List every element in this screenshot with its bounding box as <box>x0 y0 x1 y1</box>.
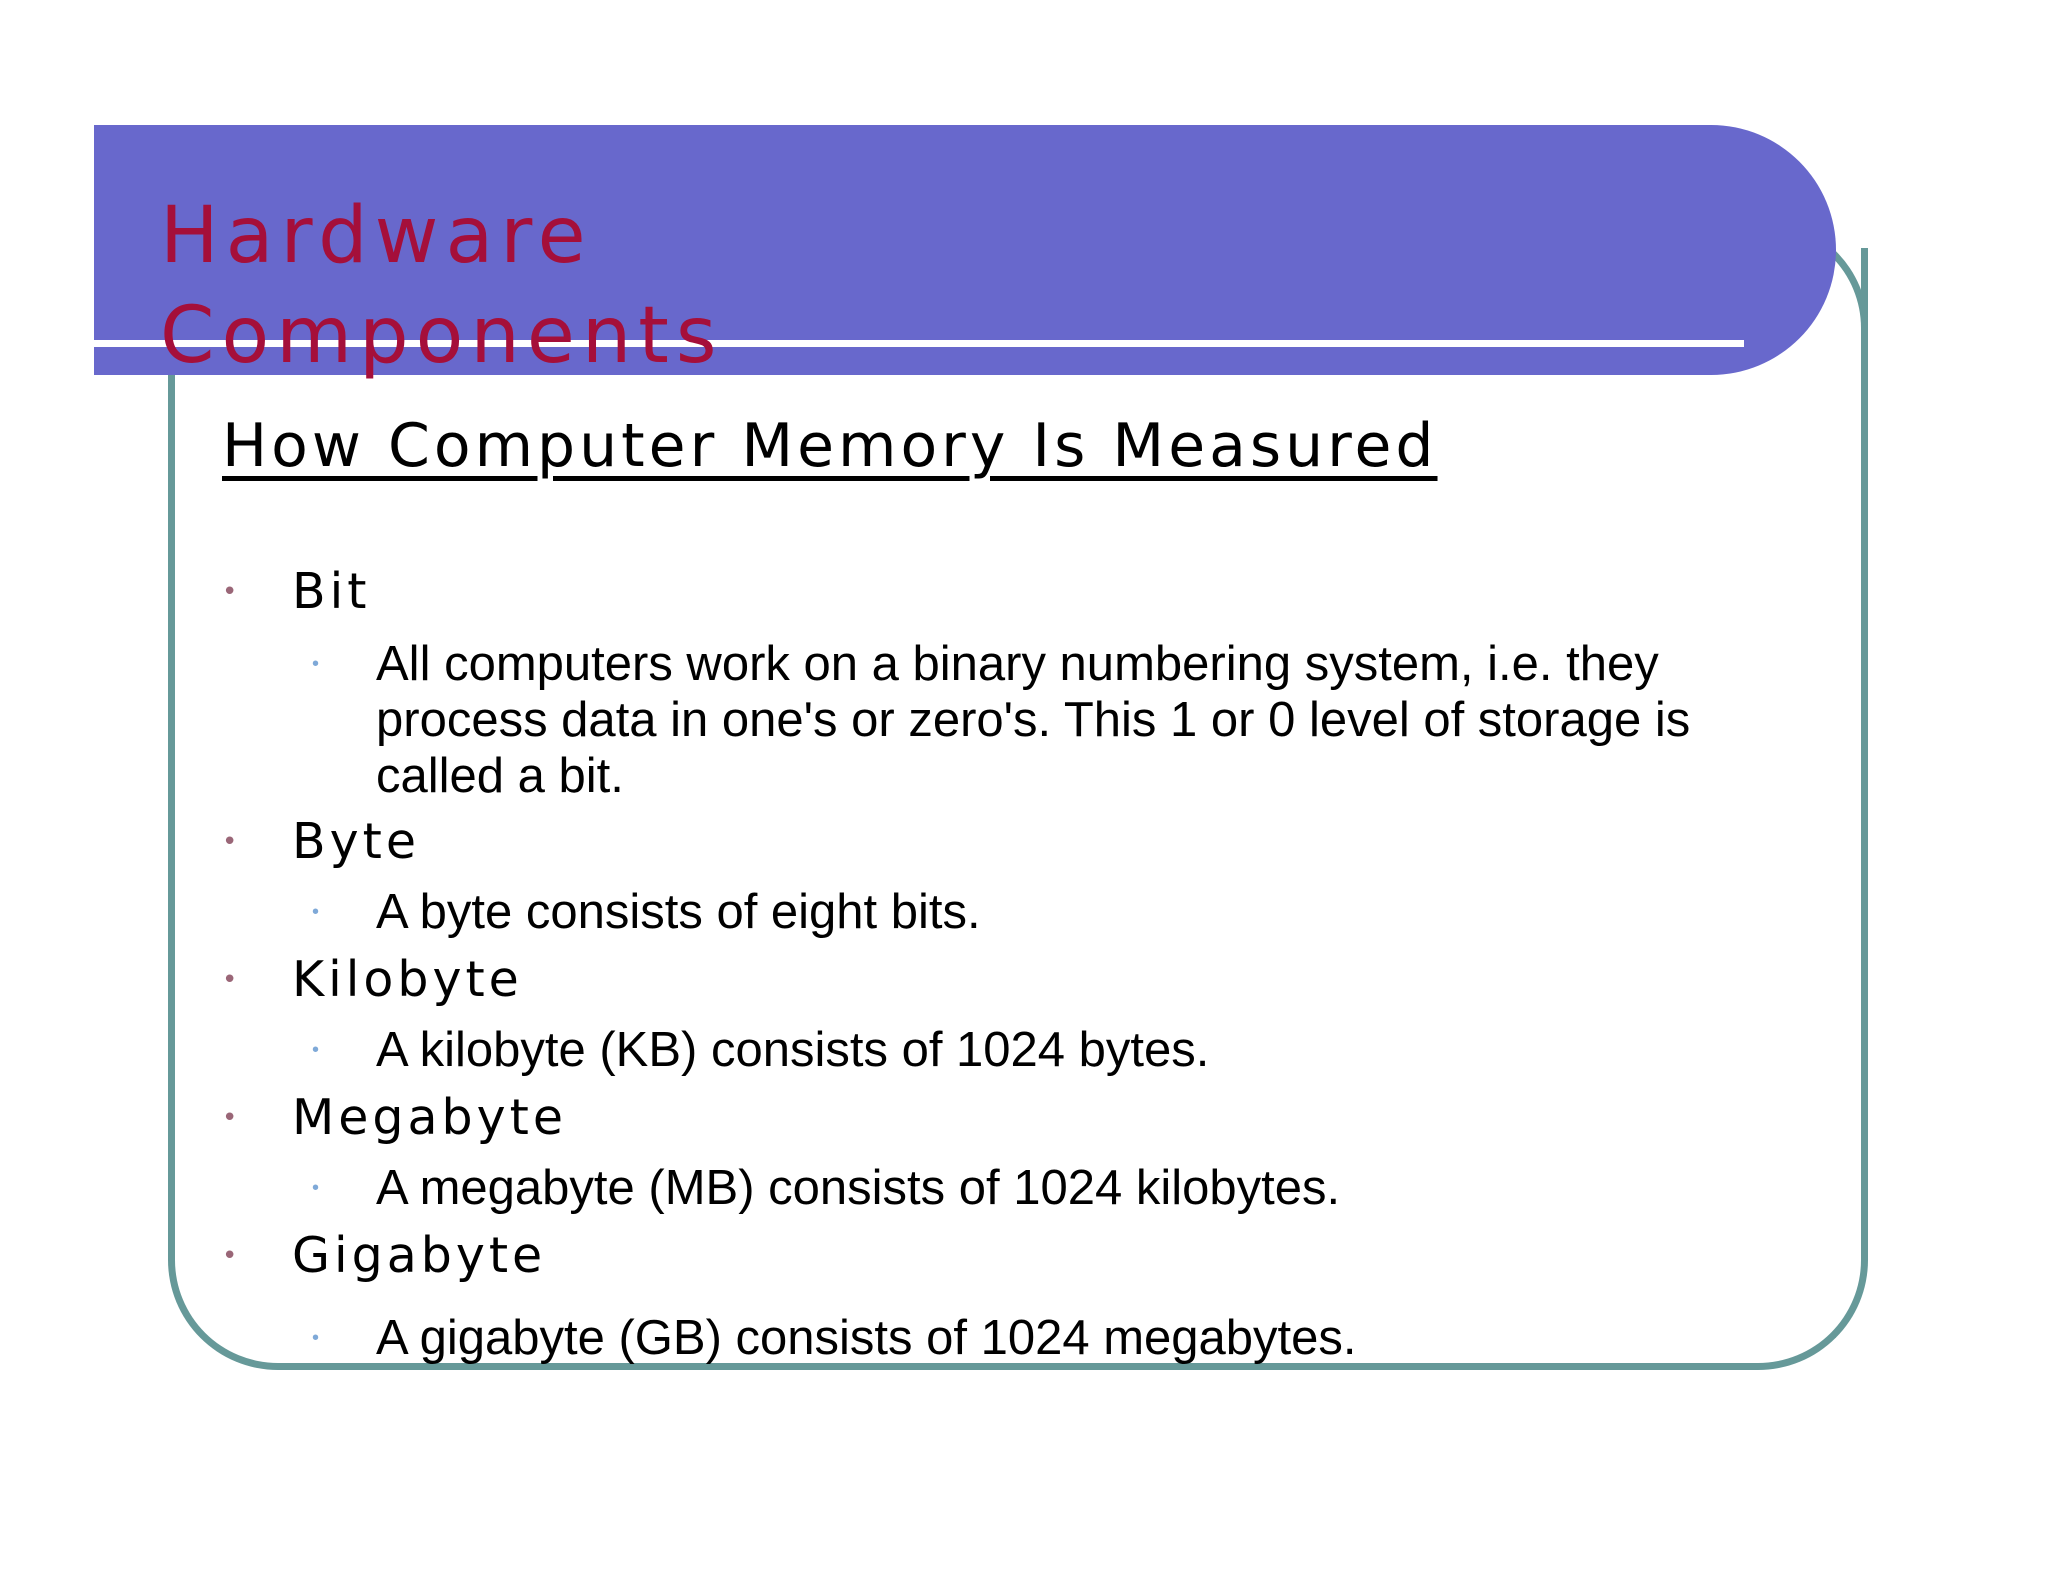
bullet-icon: • <box>222 1241 238 1271</box>
term-label: Kilobyte <box>292 951 523 1008</box>
detail-text: A kilobyte (KB) consists of 1024 bytes. <box>376 1023 1210 1077</box>
detail-text: All computers work on a binary numbering system, i.e. they process data in one's or zero's. This 1 or 0 level of storage is called a bit. <box>376 637 1691 803</box>
sub-bullet-icon: • <box>312 901 320 923</box>
slide-title-line1: Hardware <box>160 191 593 281</box>
sub-bullet-icon: • <box>312 653 320 675</box>
detail-text: A byte consists of eight bits. <box>376 885 981 939</box>
term-label: Gigabyte <box>292 1227 547 1284</box>
term-label: Byte <box>292 813 420 870</box>
slide-title-line2: Components <box>160 291 724 381</box>
bullet-icon: • <box>222 965 238 995</box>
sub-bullet-icon: • <box>312 1177 320 1199</box>
bullet-icon: • <box>222 577 238 607</box>
bullet-icon: • <box>222 827 238 857</box>
bullet-icon: • <box>222 1103 238 1133</box>
detail-text: A megabyte (MB) consists of 1024 kilobytes. <box>376 1161 1341 1215</box>
term-label: Megabyte <box>292 1089 568 1146</box>
detail-text: A gigabyte (GB) consists of 1024 megabytes. <box>376 1311 1357 1365</box>
term-label: Bit <box>292 563 371 620</box>
sub-bullet-icon: • <box>312 1039 320 1061</box>
slide-subtitle: How Computer Memory Is Measured <box>222 411 1438 481</box>
sub-bullet-icon: • <box>312 1327 320 1349</box>
